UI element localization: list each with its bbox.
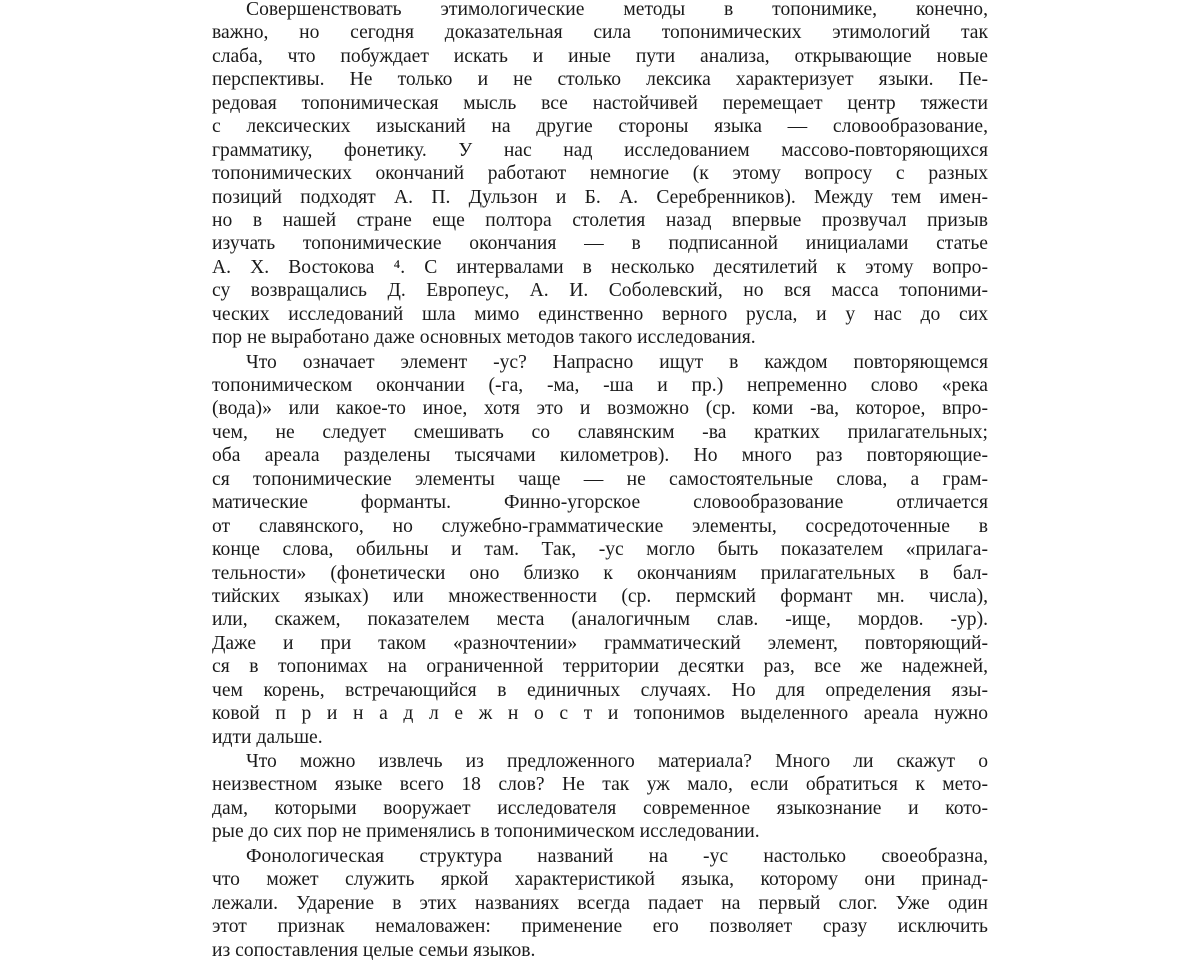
text-line: перспективы. Не только и не столько лексика характеризует языки. Пе- (212, 69, 988, 91)
text-line: но в нашей стране еще полтора столетия назад впервые прозвучал призыв (212, 209, 988, 231)
text-line: от славянского, но служебно-грамматические элементы, сосредоточенные в (212, 515, 988, 537)
paragraph-2 (212, 351, 988, 749)
text-line: грамматику, фонетику. У нас над исследованием массово-повторяющихся (212, 139, 988, 161)
text-line: позиций подходят А. П. Дульзон и Б. А. Серебренников). Между тем имен- (212, 186, 988, 208)
text-line: тельности» (фонетически оно близко к окончаниям прилагательных в бал- (212, 562, 988, 584)
text-line: рые до сих пор не применялись в топонимическом исследовании. (212, 821, 760, 843)
text-line: идти дальше. (212, 726, 323, 748)
text-line: лежали. Ударение в этих названиях всегда падает на первый слог. Уже один (212, 892, 988, 914)
text-line: матические форманты. Финно-угорское словообразование отличается (212, 492, 988, 514)
text-line: пор не выработано даже основных методов такого исследования. (212, 327, 756, 349)
text-line: с лексических изысканий на другие стороны языка — словообразование, (212, 116, 988, 138)
text-line: чем корень, встречающийся в единичных случаях. Но для определения язы- (212, 679, 988, 701)
text-line: изучать топонимические окончания — в подписанной инициалами статье (212, 233, 988, 255)
text-line: этот признак немаловажен: применение его позволяет сразу исключить (212, 916, 988, 938)
paragraph-3 (212, 750, 988, 844)
document-page (212, 0, 988, 961)
text-line: топонимическом окончании (-га, -ма, -ша и пр.) непременно слово «река (212, 375, 988, 396)
text-line: редовая топонимическая мысль все настойчивей перемещает центр тяжести (212, 92, 988, 114)
text-line: ческих исследований шла мимо единственно верного русла, и у нас до сих (212, 303, 988, 325)
text-line: неизвестном языке всего 18 слов? Не так уж мало, если обратиться к мето- (212, 774, 988, 796)
text-line: слаба, что побуждает искать и иные пути анализа, открывающие новые (212, 45, 988, 67)
text-line-footnote-ref: А. Х. Востокова ⁴. С интервалами в несколько десятилетий к этому вопро- (212, 256, 988, 278)
text-line: Что можно извлечь из предложенного материала? Много ли скажут о (246, 751, 988, 772)
text-line: важно, но сегодня доказательная сила топонимических этимологий так (212, 22, 988, 44)
text-line: из сопоставления целые семьи языков. (212, 939, 536, 961)
text-line-spaced: ковой п р и н а д л е ж н о с т и топонимов выделенного ареала нужно (212, 703, 988, 725)
text-line: оба ареала разделены тысячами километров). Но много раз повторяющие- (212, 445, 988, 467)
text-line: Даже и при таком «разночтении» грамматический элемент, повторяющий- (212, 632, 988, 654)
text-line: что может служить яркой характеристикой языка, которому они принад- (212, 869, 988, 891)
text-line: или, скажем, показателем места (аналогичным слав. -ище, мордов. -ур). (212, 609, 988, 631)
paragraph-4 (212, 845, 988, 962)
text-line: (вода)» или какое-то иное, хотя это и возможно (ср. коми -ва, которое, впро- (212, 398, 988, 420)
text-line: ся топонимические элементы чаще — не самостоятельные слова, а грам- (212, 468, 988, 490)
text-line: су возвращались Д. Европеус, А. И. Соболевский, но вся масса топоними- (212, 280, 988, 302)
text-line: тийских языках) или множественности (ср. пермский формант мн. числа), (212, 585, 988, 607)
text-line: Что означает элемент -ус? Напрасно ищут в каждом повторяющемся (246, 351, 988, 373)
text-line: конце слова, обильны и там. Так, -ус могло быть показателем «прилага- (212, 539, 988, 561)
text-line: Фонологическая структура названий на -ус настолько своеобразна, (246, 845, 988, 867)
paragraph-1 (212, 0, 988, 350)
text-line: Совершенствовать этимологические методы в топонимике, конечно, (246, 0, 988, 20)
text-line: чем, не следует смешивать со славянским -ва кратких прилагательных; (212, 421, 988, 443)
text-line: топонимических окончаний работают немногие (к этому вопросу с разных (212, 163, 988, 185)
text-line: ся в топонимах на ограниченной территории десятки раз, все же надежней, (212, 656, 988, 678)
text-line: дам, которыми вооружает исследователя современное языкознание и кото- (212, 797, 988, 819)
